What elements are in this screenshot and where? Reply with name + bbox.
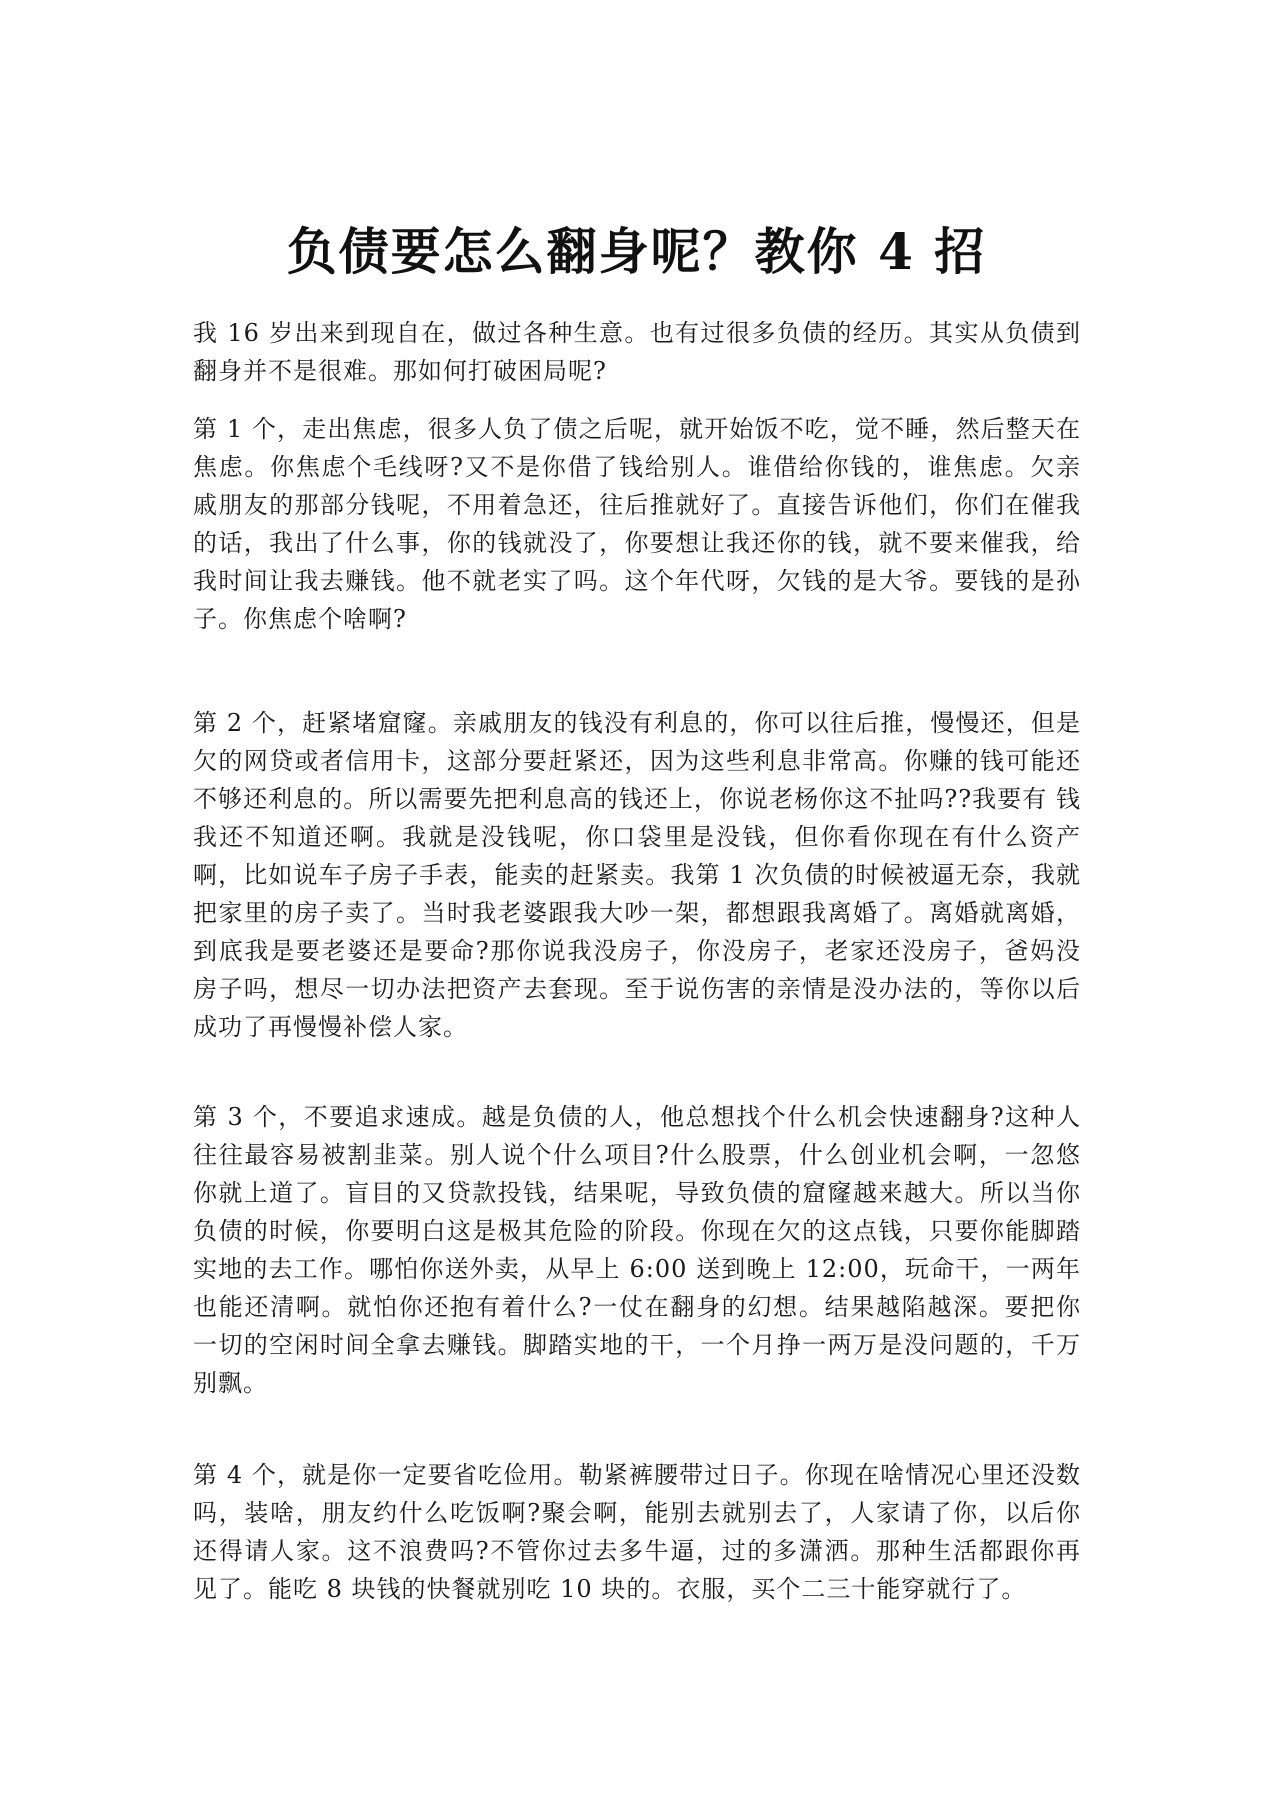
paragraph-tip-2: 第 2 个，赶紧堵窟窿。亲戚朋友的钱没有利息的，你可以往后推，慢慢还，但是 欠的网贷或者信用卡，这部分要赶紧还，因为这些利息非常高。你赚的钱可能还 不够还利息的。所以需要先把利息高的钱还上，你说老杨你这不扯吗??我要有 钱我还不知道还啊。我就是没钱呢，你口袋里是没钱，但你看你现在有什么资产 啊，比如说车子房子手表，能卖的赶紧卖。我第 1 次负债的时候被逼无奈，我就 把家里的房子卖了。当时我老婆跟我大吵一架，都想跟我离婚了。离婚就离婚， 到底我是要老婆还是要命?那你说我没房子，你没房子，老家还没房子，爸妈没 房子吗，想尽一切办法把资产去套现。至于说伤害的亲情是没办法的，等你以后 成功了再慢慢补偿人家。 [193,709,1081,1041]
paragraph-tip-3: 第 3 个，不要追求速成。越是负债的人，他总想找个什么机会快速翻身?这种人往往最容易被割韭菜。别人说个什么项目?什么股票，什么创业机会啊，一忽悠 你就上道了。盲目的又贷款投钱，结果呢，导致负债的窟窿越来越大。所以当你 负债的时候，你要明白这是极其危险的阶段。你现在欠的这点钱，只要你能脚踏 实地的去工作。哪怕你送外卖，从早上 6:00 送到晚上 12:00，玩命干，一两年也能还清啊。就怕你还抱有着什么?一仗在翻身的幻想。结果越陷越深。要把你 一切的空闲时间全拿去赚钱。脚踏实地的干，一个月挣一两万是没问题的，千万 别飘。 [193,1103,1081,1397]
document-title: 负债要怎么翻身呢？教你 4 招 [286,222,987,281]
paragraph-intro: 我 16 岁出来到现自在，做过各种生意。也有过很多负债的经历。其实从负债到翻身并不是很难。那如何打破困局呢? [193,319,1081,385]
paragraph-tip-4: 第 4 个，就是你一定要省吃俭用。勒紧裤腰带过日子。你现在啥情况心里还没数 吗，装啥，朋友约什么吃饭啊?聚会啊，能别去就别去了，人家请了你，以后你 还得请人家。这不浪费吗?不管你过去多牛逼，过的多潇洒。那种生活都跟你再 见了。能吃 8 块钱的快餐就别吃 10 块的。衣服，买个二三十能穿就行了。 [193,1461,1081,1603]
paragraph-tip-1: 第 1 个，走出焦虑，很多人负了债之后呢，就开始饭不吃，觉不睡，然后整天在 焦虑。你焦虑个毛线呀?又不是你借了钱给别人。谁借给你钱的，谁焦虑。欠亲 戚朋友的那部分钱呢，不用着急还，往后推就好了。直接告诉他们，你们在催我 的话，我出了什么事，你的钱就没了，你要想让我还你的钱，就不要来催我，给 我时间让我去赚钱。他不就老实了吗。这个年代呀，欠钱的是大爷。要钱的是孙 子。你焦虑个啥啊? [193,415,1081,633]
